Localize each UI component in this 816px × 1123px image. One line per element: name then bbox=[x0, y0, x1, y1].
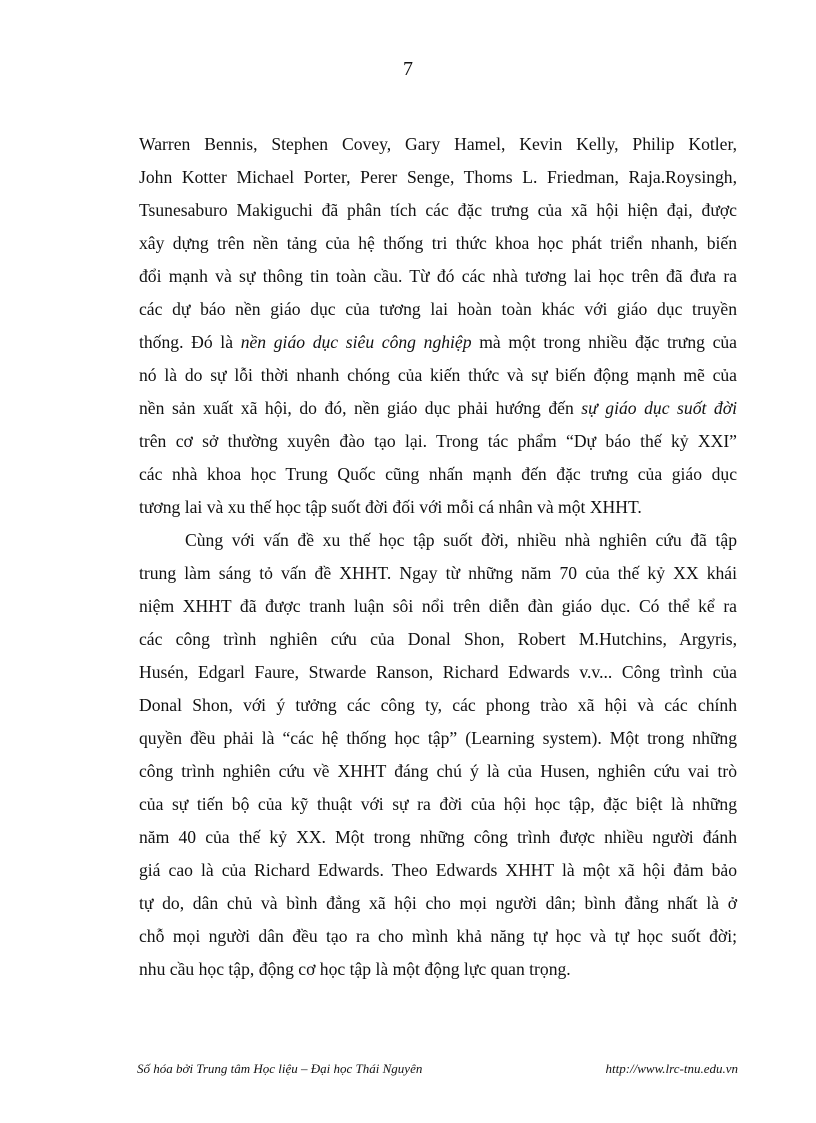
text-line: năm 40 của thế kỷ XX. Một trong những công trình được nhiều người đánh bbox=[139, 827, 737, 847]
text-line: đổi mạnh và sự thông tin toàn cầu. Từ đó các nhà tương lai học trên đã đưa ra bbox=[139, 266, 737, 286]
text-line: John Kotter Michael Porter, Perer Senge, Thoms L. Friedman, Raja.Roysingh, bbox=[139, 167, 737, 187]
text-line: các dự báo nền giáo dục của tương lai hoàn toàn khác với giáo dục truyền bbox=[139, 299, 737, 319]
emphasis-text: nền giáo dục siêu công nghiệp bbox=[240, 332, 472, 352]
footer-url: http://www.lrc-tnu.edu.vn bbox=[605, 1061, 738, 1076]
text-line: trên cơ sở thường xuyên đào tạo lại. Trong tác phẩm “Dự báo thế kỷ XXI” bbox=[139, 431, 737, 451]
text-run: thống. Đó là bbox=[139, 332, 241, 352]
page-number: 7 bbox=[403, 58, 413, 80]
text-line bbox=[139, 328, 737, 356]
text-line: của sự tiến bộ của kỹ thuật với sự ra đời của hội học tập, đặc biệt là những bbox=[139, 794, 737, 814]
text-line: niệm XHHT đã được tranh luận sôi nổi trên diễn đàn giáo dục. Có thể kể ra bbox=[139, 596, 737, 616]
text-line: Tsunesaburo Makiguchi đã phân tích các đặc trưng của xã hội hiện đại, được bbox=[139, 200, 737, 220]
text-line: tự do, dân chủ và bình đẳng xã hội cho mọi người dân; bình đẳng nhất là ở bbox=[139, 893, 737, 913]
text-line: Donal Shon, với ý tưởng các công ty, các phong trào xã hội và các chính bbox=[139, 695, 737, 715]
text-line: công trình nghiên cứu về XHHT đáng chú ý là của Husen, nghiên cứu vai trò bbox=[139, 761, 737, 781]
text-line: chỗ mọi người dân đều tạo ra cho mình khả năng tự học và tự học suốt đời; bbox=[139, 926, 737, 946]
text-run: nền sản xuất xã hội, do đó, nền giáo dục phải hướng đến bbox=[139, 398, 582, 418]
text-line: tương lai và xu thế học tập suốt đời đối với mỗi cá nhân và một XHHT. bbox=[139, 497, 642, 517]
text-line: các nhà khoa học Trung Quốc cũng nhấn mạnh đến đặc trưng của giáo dục bbox=[139, 464, 737, 484]
text-run: mà một trong nhiều đặc trưng của bbox=[471, 332, 737, 352]
text-line: Cùng với vấn đề xu thế học tập suốt đời, nhiều nhà nghiên cứu đã tập bbox=[185, 530, 737, 550]
text-line: các công trình nghiên cứu của Donal Shon, Robert M.Hutchins, Argyris, bbox=[139, 629, 737, 649]
text-line: nhu cầu học tập, động cơ học tập là một động lực quan trọng. bbox=[139, 959, 571, 979]
text-line: quyền đều phải là “các hệ thống học tập” (Learning system). Một trong những bbox=[139, 728, 737, 748]
footer-source: Số hóa bởi Trung tâm Học liệu – Đại học Thái Nguyên bbox=[137, 1061, 423, 1076]
text-line bbox=[139, 394, 737, 422]
page-footer bbox=[137, 1061, 738, 1077]
text-line: nó là do sự lỗi thời nhanh chóng của kiến thức và sự biến động mạnh mẽ của bbox=[139, 365, 737, 385]
text-line: trung làm sáng tỏ vấn đề XHHT. Ngay từ những năm 70 của thế kỷ XX khái bbox=[139, 563, 737, 583]
text-line: Warren Bennis, Stephen Covey, Gary Hamel, Kevin Kelly, Philip Kotler, bbox=[139, 134, 737, 154]
emphasis-text: sự giáo dục suốt đời bbox=[581, 398, 737, 418]
text-line: Husén, Edgarl Faure, Stwarde Ranson, Richard Edwards v.v... Công trình của bbox=[139, 662, 737, 682]
text-line: xây dựng trên nền tảng của hệ thống tri thức khoa học phát triển nhanh, biến bbox=[139, 233, 737, 253]
text-line: giá cao là của Richard Edwards. Theo Edwards XHHT là một xã hội đảm bảo bbox=[139, 860, 737, 880]
